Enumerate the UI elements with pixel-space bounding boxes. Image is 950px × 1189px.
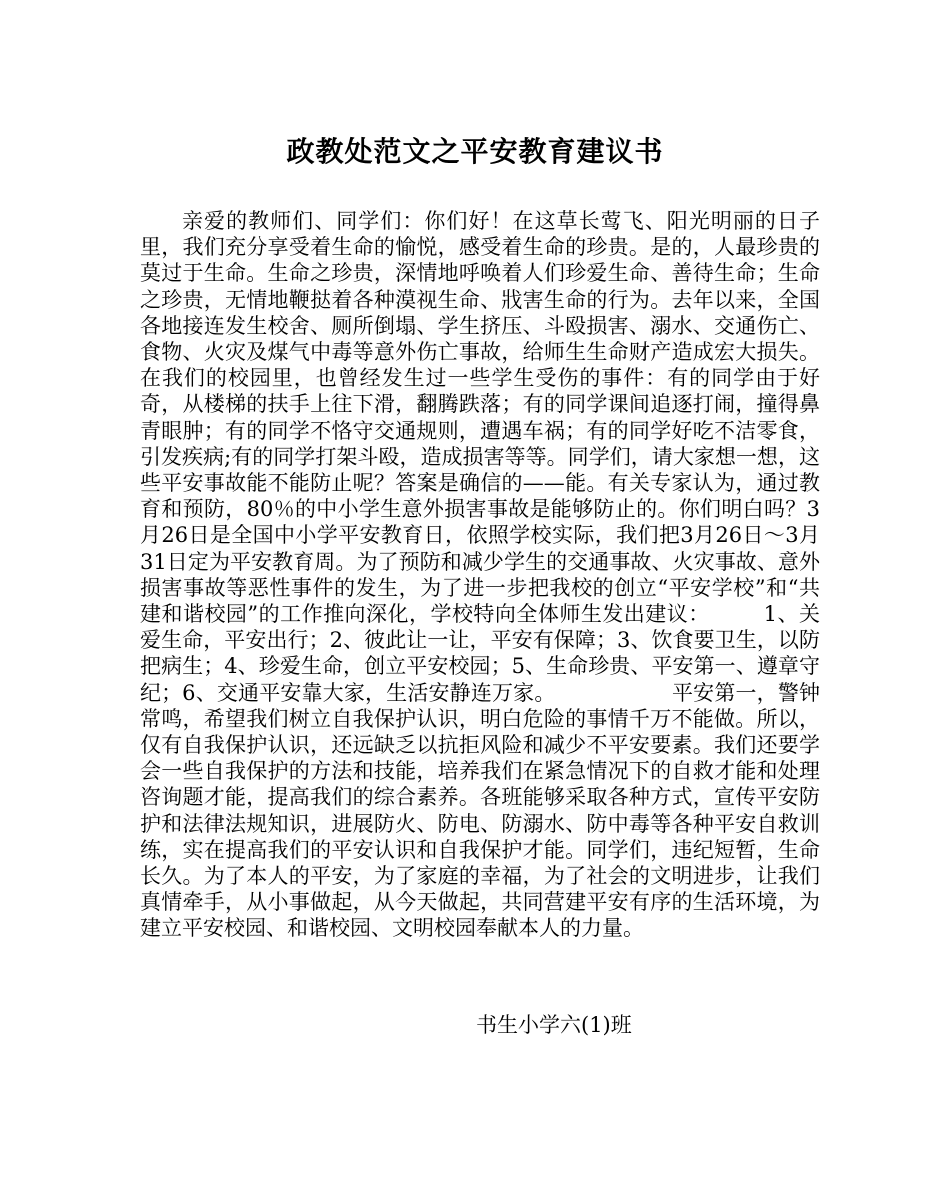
- document-title: 政教处范文之平安教育建议书: [286, 135, 664, 168]
- document-body: 亲爱的教师们、同学们：你们好！在这草长莺飞、阳光明丽的日子里，我们充分享受着生命的愉悦，感受着生命的珍贵。是的，人最珍贵的莫过于生命。生命之珍贵，深情地呼唤着人们珍爱生命、善待生命；生命之珍贵，无情地鞭挞着各种漠视生命、戕害生命的行为。去年以来，全国各地接连发生校舍、厕所倒塌、学生挤压、斗殴损害、溺水、交通伤亡、食物、火灾及煤气中毒等意外伤亡事故，给师生生命财产造成宏大损失。在我们的校园里，也曾经发生过一些学生受伤的事件：有的同学由于好奇，从楼梯的扶手上往下滑，翻腾跌落；有的同学课间追逐打闹，撞得鼻青眼肿；有的同学不恪守交通规则，遭遇车祸；有的同学好吃不洁零食，引发疾病;有的同学打架斗殴，造成损害等等。同学们，请大家想一想，这些平安事故能不能防止呢？答案是确信的——能。有关专家认为，通过教育和预防，80％的中小学生意外损害事故是能够防止的。你们明白吗？3月26日是全国中小学平安教育日，依照学校实际，我们把3月26日～3月31日定为平安教育周。为了预防和减少学生的交通事故、火灾事故、意外损害事故等恶性事件的发生，为了进一步把我校的创立“平安学校”和“共建和谐校园”的工作推向深化，学校特向全体师生发出建议： 1、关爱生命，平安出行；2、彼此让一让，平安有保障；3、饮食要卫生，以防把病生；4、珍爱生命，创立平安校园；5、生命珍贵、平安第一、遵章守纪；6、交通平安靠大家，生活安静连万家。 平安第一，警钟常鸣，希望我们树立自我保护认识，明白危险的事情千万不能做。所以，仅有自我保护认识，还远缺乏以抗拒风险和减少不平安要素。我们还要学会一些自我保护的方法和技能，培养我们在紧急情况下的自救才能和处理咨询题才能，提高我们的综合素养。各班能够采取各种方式，宣传平安防护和法律法规知识，进展防火、防电、防溺水、防中毒等各种平安自救训练，实在提高我们的平安认识和自我保护才能。同学们，违纪短暂，生命长久。为了本人的平安，为了家庭的幸福，为了社会的文明进步，让我们真情牵手，从小事做起，从今天做起，共同营建平安有序的生活环境，为建立平安校园、和谐校园、文明校园奉献本人的力量。: [140, 209, 820, 941]
- document-signature: 书生小学六(1)班: [476, 1013, 632, 1037]
